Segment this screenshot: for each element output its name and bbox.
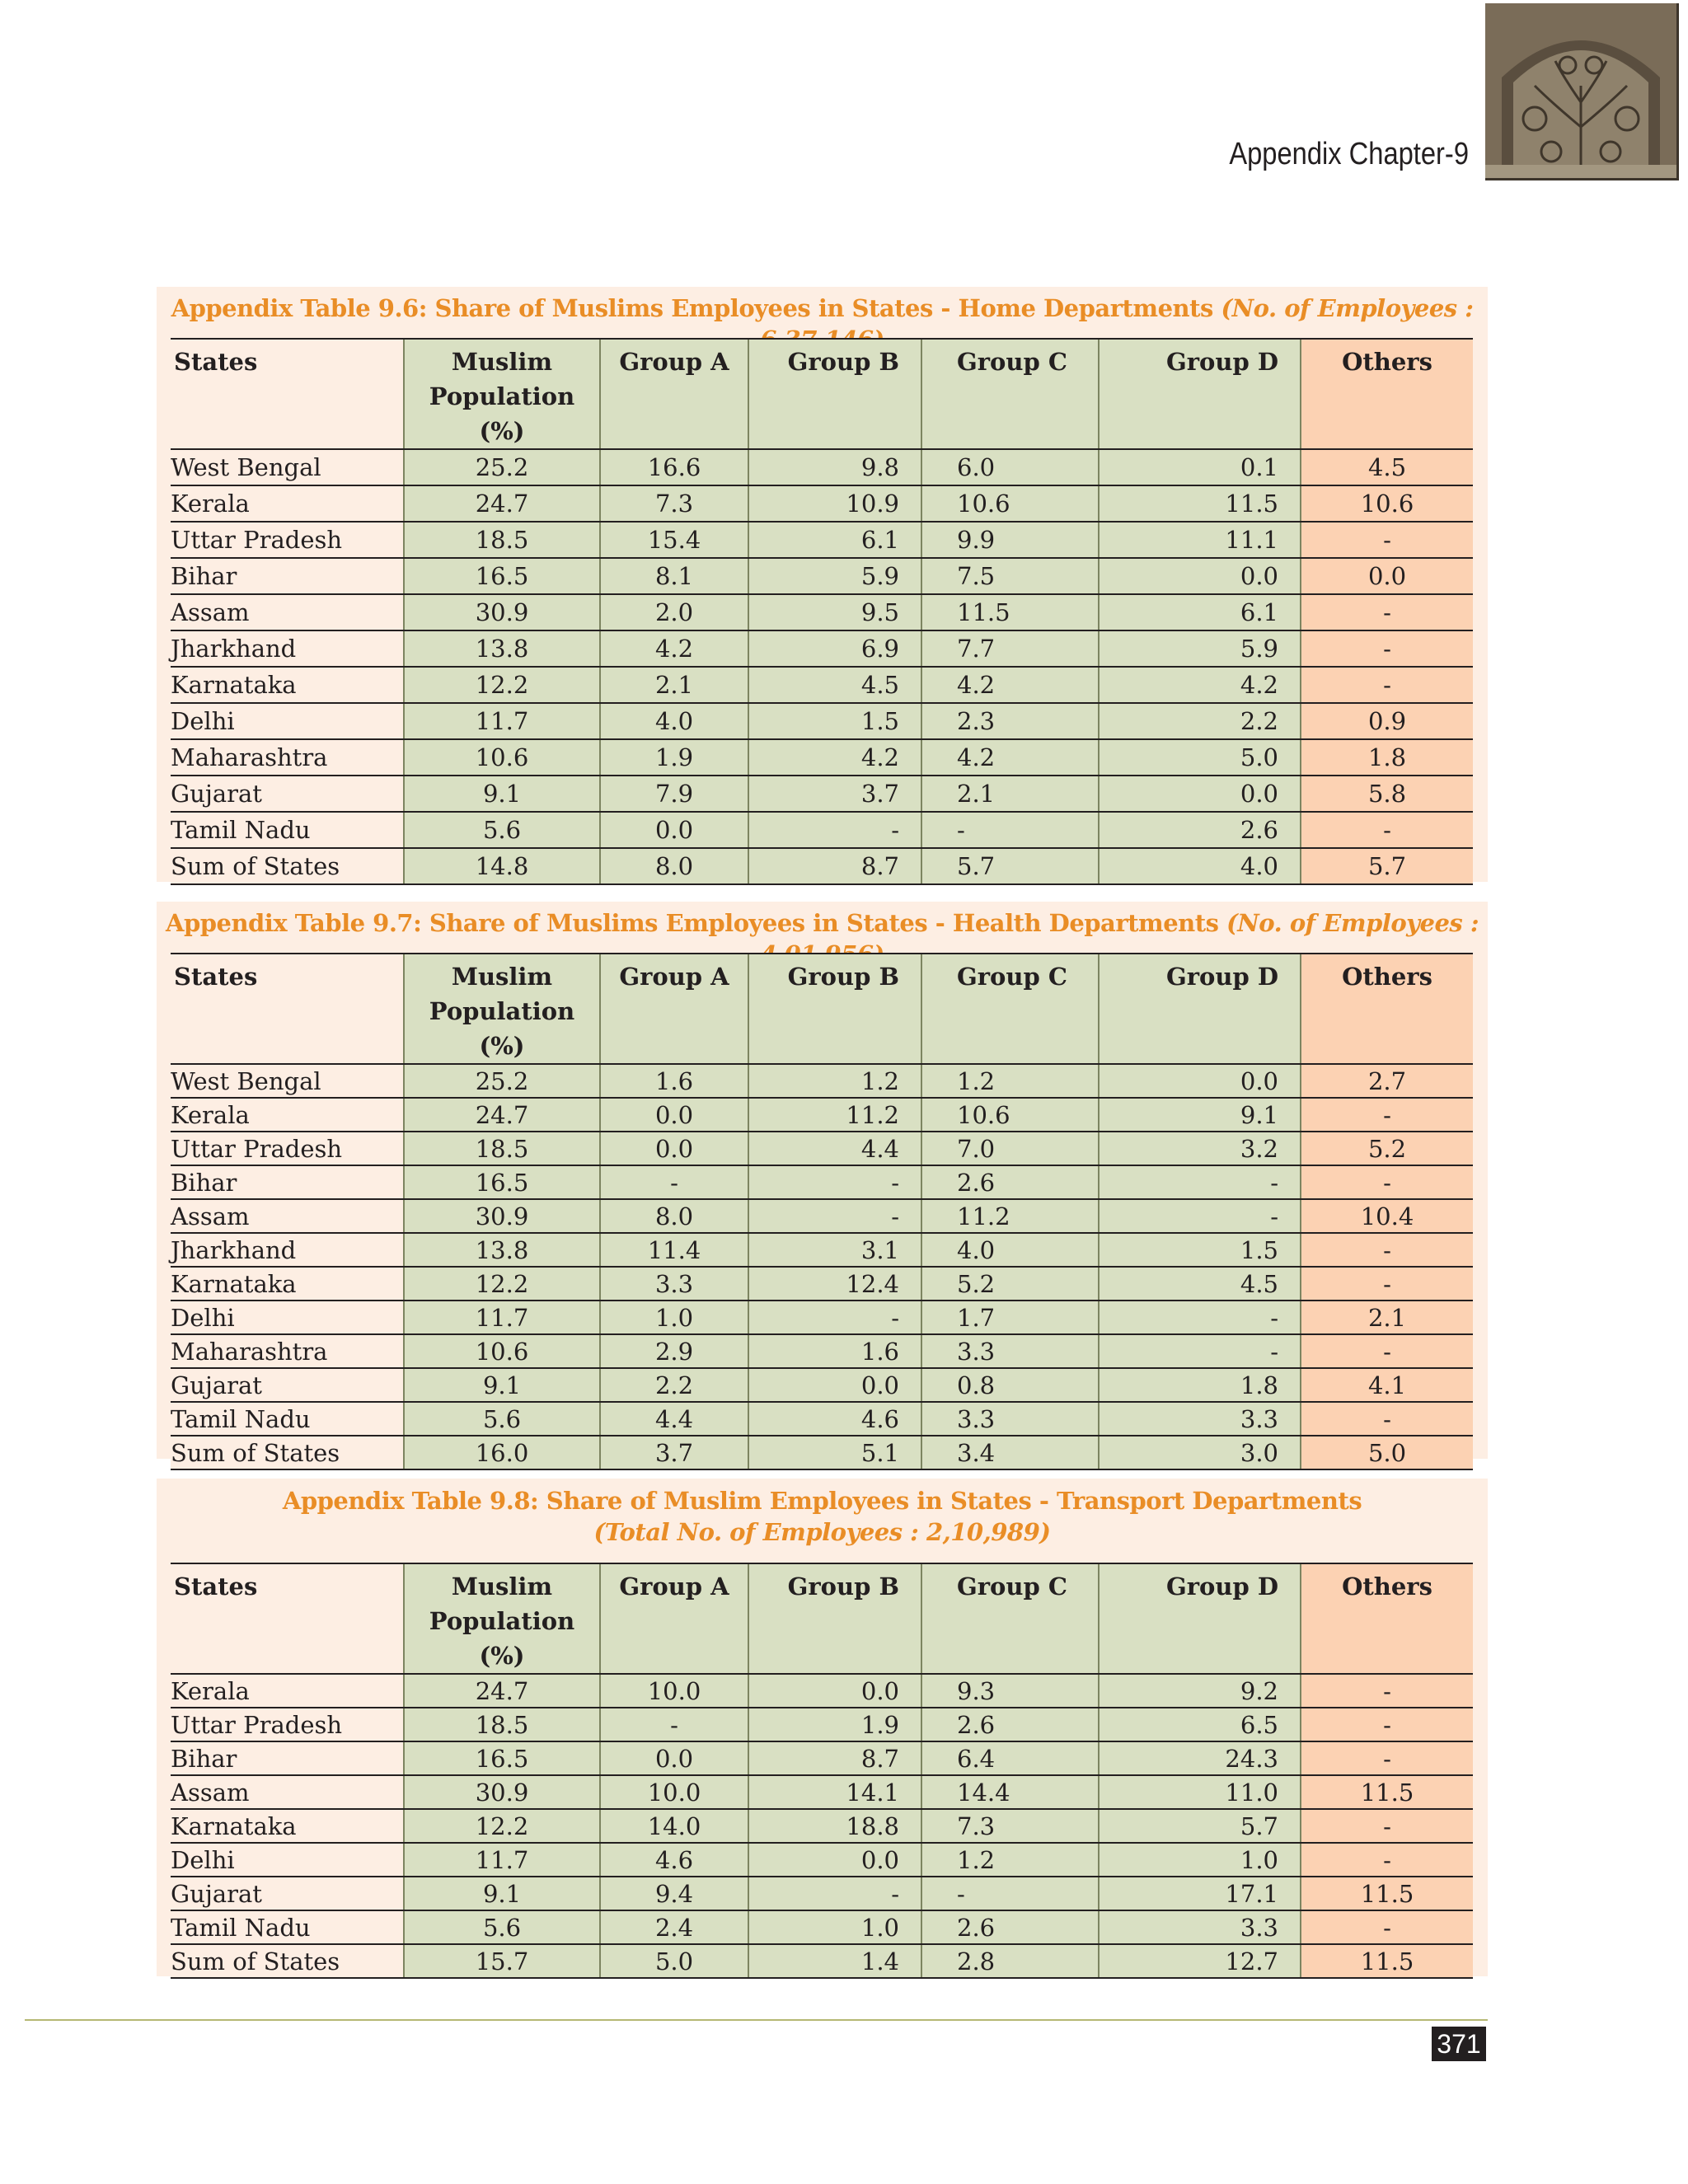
- value-cell: 6.1: [1099, 594, 1301, 630]
- state-name-cell: Uttar Pradesh: [171, 1132, 404, 1165]
- state-name-cell: Uttar Pradesh: [171, 522, 404, 558]
- table-row: [171, 703, 1473, 739]
- value-cell: 1.9: [600, 739, 748, 776]
- value-cell: 3.2: [1099, 1132, 1301, 1165]
- value-cell: -: [1301, 812, 1473, 848]
- value-cell: 4.2: [1099, 667, 1301, 703]
- value-cell: 1.4: [748, 1944, 921, 1978]
- value-cell: 2.6: [921, 1910, 1099, 1944]
- value-cell: -: [1099, 1165, 1301, 1199]
- state-name-cell: Tamil Nadu: [171, 812, 404, 848]
- value-cell: 1.0: [1099, 1843, 1301, 1877]
- value-cell: 11.1: [1099, 522, 1301, 558]
- value-cell: 8.0: [600, 848, 748, 884]
- table-row: [171, 630, 1473, 667]
- page-number: 371: [1432, 2027, 1486, 2061]
- value-cell: 2.1: [600, 667, 748, 703]
- value-cell: -: [1301, 1674, 1473, 1708]
- value-cell: 2.2: [600, 1368, 748, 1402]
- value-cell: 11.5: [1099, 485, 1301, 522]
- table-row: [171, 1402, 1473, 1436]
- column-header: States: [171, 954, 404, 1064]
- column-header: States: [171, 339, 404, 449]
- value-cell: 4.0: [921, 1233, 1099, 1267]
- value-cell: 4.0: [600, 703, 748, 739]
- state-name-cell: Assam: [171, 1199, 404, 1233]
- state-name-cell: Kerala: [171, 485, 404, 522]
- state-name-cell: Gujarat: [171, 1368, 404, 1402]
- value-cell: 5.7: [921, 848, 1099, 884]
- value-cell: 4.0: [1099, 848, 1301, 884]
- value-cell: 1.8: [1301, 739, 1473, 776]
- value-cell: 0.0: [600, 1132, 748, 1165]
- value-cell: 5.9: [748, 558, 921, 594]
- value-cell: 2.9: [600, 1334, 748, 1368]
- value-cell: 3.3: [1099, 1910, 1301, 1944]
- state-name-cell: Assam: [171, 594, 404, 630]
- table-row: [171, 1267, 1473, 1301]
- value-cell: 10.6: [1301, 485, 1473, 522]
- value-cell: 1.5: [748, 703, 921, 739]
- state-name-cell: Maharashtra: [171, 739, 404, 776]
- state-name-cell: Maharashtra: [171, 1334, 404, 1368]
- value-cell: 1.2: [921, 1843, 1099, 1877]
- value-cell: 2.4: [600, 1910, 748, 1944]
- state-name-cell: Delhi: [171, 1843, 404, 1877]
- value-cell: 5.6: [404, 1910, 600, 1944]
- value-cell: 3.3: [921, 1402, 1099, 1436]
- value-cell: 6.5: [1099, 1708, 1301, 1741]
- state-name-cell: Delhi: [171, 1301, 404, 1334]
- column-header: Group D: [1099, 1563, 1301, 1674]
- value-cell: 6.4: [921, 1741, 1099, 1775]
- value-cell: 2.8: [921, 1944, 1099, 1978]
- value-cell: 5.7: [1099, 1809, 1301, 1843]
- value-cell: 7.7: [921, 630, 1099, 667]
- column-header: Group B: [748, 1563, 921, 1674]
- value-cell: 30.9: [404, 594, 600, 630]
- value-cell: 0.0: [748, 1368, 921, 1402]
- value-cell: 4.2: [921, 739, 1099, 776]
- value-cell: 4.6: [600, 1843, 748, 1877]
- value-cell: -: [1301, 1741, 1473, 1775]
- table-row: [171, 776, 1473, 812]
- table-row: [171, 1165, 1473, 1199]
- table-row: [171, 558, 1473, 594]
- value-cell: 1.2: [748, 1064, 921, 1098]
- column-header: Group C: [921, 954, 1099, 1064]
- data-table-health: [171, 953, 1473, 1470]
- value-cell: 14.0: [600, 1809, 748, 1843]
- value-cell: 18.5: [404, 1708, 600, 1741]
- value-cell: -: [1301, 594, 1473, 630]
- state-name-cell: Sum of States: [171, 848, 404, 884]
- value-cell: 13.8: [404, 630, 600, 667]
- footer-divider: [25, 2019, 1488, 2021]
- value-cell: 18.8: [748, 1809, 921, 1843]
- table-row: [171, 449, 1473, 485]
- value-cell: 3.3: [1099, 1402, 1301, 1436]
- table-row: [171, 1775, 1473, 1809]
- value-cell: 18.5: [404, 522, 600, 558]
- value-cell: 4.4: [748, 1132, 921, 1165]
- value-cell: 3.3: [921, 1334, 1099, 1368]
- value-cell: 30.9: [404, 1775, 600, 1809]
- table-row: [171, 1334, 1473, 1368]
- column-header: Group B: [748, 954, 921, 1064]
- value-cell: -: [921, 1877, 1099, 1910]
- column-header: Muslim Population (%): [404, 954, 600, 1064]
- table-title: Appendix Table 9.6: Share of Muslims Employees in States - Home Departments (No. of Employees :: [171, 294, 1474, 322]
- value-cell: 17.1: [1099, 1877, 1301, 1910]
- value-cell: 2.1: [921, 776, 1099, 812]
- value-cell: 6.9: [748, 630, 921, 667]
- state-name-cell: Karnataka: [171, 1809, 404, 1843]
- value-cell: 25.2: [404, 1064, 600, 1098]
- value-cell: 11.2: [921, 1199, 1099, 1233]
- value-cell: 3.7: [748, 776, 921, 812]
- value-cell: 10.6: [404, 739, 600, 776]
- state-name-cell: Bihar: [171, 1165, 404, 1199]
- value-cell: 0.0: [1099, 1064, 1301, 1098]
- value-cell: -: [600, 1708, 748, 1741]
- value-cell: 6.0: [921, 449, 1099, 485]
- column-header: Others: [1301, 954, 1473, 1064]
- value-cell: 9.3: [921, 1674, 1099, 1708]
- value-cell: 24.7: [404, 1674, 600, 1708]
- value-cell: 1.7: [921, 1301, 1099, 1334]
- value-cell: -: [1301, 1910, 1473, 1944]
- value-cell: 0.0: [600, 1741, 748, 1775]
- state-name-cell: Karnataka: [171, 1267, 404, 1301]
- table-title: Appendix Table 9.7: Share of Muslims Employees in States - Health Departments (No. of Employees :: [165, 909, 1479, 937]
- value-cell: -: [748, 812, 921, 848]
- value-cell: 0.9: [1301, 703, 1473, 739]
- state-name-cell: Tamil Nadu: [171, 1402, 404, 1436]
- table-panel-health: [157, 902, 1488, 1467]
- value-cell: -: [748, 1877, 921, 1910]
- value-cell: 10.6: [404, 1334, 600, 1368]
- state-name-cell: Bihar: [171, 1741, 404, 1775]
- value-cell: 1.0: [748, 1910, 921, 1944]
- value-cell: 9.1: [404, 776, 600, 812]
- value-cell: 5.0: [1301, 1436, 1473, 1469]
- value-cell: -: [1301, 1165, 1473, 1199]
- table-row: [171, 1368, 1473, 1402]
- value-cell: 11.7: [404, 1301, 600, 1334]
- table-row: [171, 848, 1473, 884]
- value-cell: 5.2: [1301, 1132, 1473, 1165]
- value-cell: 25.2: [404, 449, 600, 485]
- value-cell: 3.0: [1099, 1436, 1301, 1469]
- table-row: [171, 1199, 1473, 1233]
- value-cell: 0.0: [600, 812, 748, 848]
- value-cell: 14.8: [404, 848, 600, 884]
- value-cell: 7.3: [921, 1809, 1099, 1843]
- column-header: Muslim Population (%): [404, 339, 600, 449]
- value-cell: 1.0: [600, 1301, 748, 1334]
- value-cell: 10.9: [748, 485, 921, 522]
- value-cell: 8.0: [600, 1199, 748, 1233]
- value-cell: 5.6: [404, 1402, 600, 1436]
- table-row: [171, 1741, 1473, 1775]
- table-row: [171, 1944, 1473, 1978]
- value-cell: 0.0: [748, 1843, 921, 1877]
- value-cell: 12.2: [404, 1809, 600, 1843]
- value-cell: 4.5: [748, 667, 921, 703]
- value-cell: 18.5: [404, 1132, 600, 1165]
- value-cell: 8.7: [748, 1741, 921, 1775]
- table-row: [171, 1301, 1473, 1334]
- value-cell: 9.2: [1099, 1674, 1301, 1708]
- state-name-cell: Bihar: [171, 558, 404, 594]
- value-cell: 9.1: [404, 1368, 600, 1402]
- value-cell: -: [1301, 1843, 1473, 1877]
- column-header: Group A: [600, 954, 748, 1064]
- value-cell: 4.5: [1099, 1267, 1301, 1301]
- value-cell: -: [1301, 1267, 1473, 1301]
- table-row: [171, 1809, 1473, 1843]
- value-cell: 0.0: [600, 1098, 748, 1132]
- state-name-cell: Jharkhand: [171, 1233, 404, 1267]
- value-cell: 4.5: [1301, 449, 1473, 485]
- value-cell: 3.7: [600, 1436, 748, 1469]
- value-cell: -: [921, 812, 1099, 848]
- value-cell: 14.1: [748, 1775, 921, 1809]
- value-cell: 9.4: [600, 1877, 748, 1910]
- value-cell: 2.2: [1099, 703, 1301, 739]
- value-cell: 15.7: [404, 1944, 600, 1978]
- value-cell: -: [1099, 1301, 1301, 1334]
- value-cell: 16.5: [404, 558, 600, 594]
- value-cell: -: [1099, 1334, 1301, 1368]
- value-cell: 9.5: [748, 594, 921, 630]
- table-row: [171, 1233, 1473, 1267]
- value-cell: 4.1: [1301, 1368, 1473, 1402]
- value-cell: 11.5: [1301, 1877, 1473, 1910]
- value-cell: 11.7: [404, 1843, 600, 1877]
- value-cell: 2.0: [600, 594, 748, 630]
- value-cell: 13.8: [404, 1233, 600, 1267]
- value-cell: 15.4: [600, 522, 748, 558]
- state-name-cell: Sum of States: [171, 1436, 404, 1469]
- table-row: [171, 1674, 1473, 1708]
- table-row: [171, 1064, 1473, 1098]
- value-cell: 5.0: [1099, 739, 1301, 776]
- table-row: [171, 1436, 1473, 1469]
- state-name-cell: Uttar Pradesh: [171, 1708, 404, 1741]
- data-table-home: [171, 338, 1473, 885]
- value-cell: 5.2: [921, 1267, 1099, 1301]
- value-cell: 1.8: [1099, 1368, 1301, 1402]
- state-name-cell: Kerala: [171, 1098, 404, 1132]
- state-name-cell: Delhi: [171, 703, 404, 739]
- value-cell: 5.8: [1301, 776, 1473, 812]
- value-cell: 3.3: [600, 1267, 748, 1301]
- table-row: [171, 1843, 1473, 1877]
- value-cell: 3.4: [921, 1436, 1099, 1469]
- value-cell: 4.4: [600, 1402, 748, 1436]
- value-cell: 1.2: [921, 1064, 1099, 1098]
- value-cell: 10.6: [921, 485, 1099, 522]
- column-header: Group A: [600, 1563, 748, 1674]
- state-name-cell: West Bengal: [171, 1064, 404, 1098]
- value-cell: 6.1: [748, 522, 921, 558]
- value-cell: 2.6: [921, 1708, 1099, 1741]
- value-cell: 7.5: [921, 558, 1099, 594]
- value-cell: 11.0: [1099, 1775, 1301, 1809]
- value-cell: -: [1301, 630, 1473, 667]
- value-cell: -: [1301, 1334, 1473, 1368]
- table-row: [171, 739, 1473, 776]
- state-name-cell: Assam: [171, 1775, 404, 1809]
- value-cell: 5.6: [404, 812, 600, 848]
- table-title: Appendix Table 9.8: Share of Muslim Employees in States - Transport Departments (Total No. of Employees : 2,10,989): [282, 1487, 1362, 1546]
- value-cell: 11.4: [600, 1233, 748, 1267]
- value-cell: 9.1: [1099, 1098, 1301, 1132]
- state-name-cell: West Bengal: [171, 449, 404, 485]
- state-name-cell: Kerala: [171, 1674, 404, 1708]
- value-cell: 10.6: [921, 1098, 1099, 1132]
- value-cell: 4.6: [748, 1402, 921, 1436]
- value-cell: 11.5: [1301, 1775, 1473, 1809]
- value-cell: 24.7: [404, 1098, 600, 1132]
- value-cell: 5.0: [600, 1944, 748, 1978]
- table-panel-transport: [157, 1479, 1488, 1976]
- value-cell: 11.7: [404, 703, 600, 739]
- table-row: [171, 812, 1473, 848]
- value-cell: -: [1301, 667, 1473, 703]
- state-name-cell: Gujarat: [171, 1877, 404, 1910]
- column-header: Group A: [600, 339, 748, 449]
- table-row: [171, 485, 1473, 522]
- value-cell: 1.9: [748, 1708, 921, 1741]
- value-cell: 2.6: [921, 1165, 1099, 1199]
- value-cell: 5.1: [748, 1436, 921, 1469]
- value-cell: 8.1: [600, 558, 748, 594]
- value-cell: 0.0: [1301, 558, 1473, 594]
- value-cell: -: [1301, 1809, 1473, 1843]
- value-cell: 4.2: [921, 667, 1099, 703]
- table-row: [171, 667, 1473, 703]
- value-cell: 7.9: [600, 776, 748, 812]
- table-row: [171, 1098, 1473, 1132]
- column-header: Group B: [748, 339, 921, 449]
- carved-stone-window-photo: [1485, 3, 1679, 180]
- table-row: [171, 1708, 1473, 1741]
- table-row: [171, 1910, 1473, 1944]
- value-cell: 5.9: [1099, 630, 1301, 667]
- table-row: [171, 1877, 1473, 1910]
- state-name-cell: Sum of States: [171, 1944, 404, 1978]
- value-cell: 11.5: [921, 594, 1099, 630]
- column-header: Group D: [1099, 339, 1301, 449]
- value-cell: 3.1: [748, 1233, 921, 1267]
- running-header: Appendix Chapter-9: [1229, 137, 1469, 171]
- value-cell: 12.2: [404, 1267, 600, 1301]
- value-cell: -: [748, 1301, 921, 1334]
- value-cell: 1.6: [748, 1334, 921, 1368]
- value-cell: 12.4: [748, 1267, 921, 1301]
- data-table-transport: [171, 1563, 1473, 1979]
- table-panel-home: [157, 287, 1488, 882]
- column-header: States: [171, 1563, 404, 1674]
- column-header: Others: [1301, 1563, 1473, 1674]
- value-cell: 4.2: [600, 630, 748, 667]
- column-header: Group C: [921, 1563, 1099, 1674]
- value-cell: 4.2: [748, 739, 921, 776]
- value-cell: 9.1: [404, 1877, 600, 1910]
- value-cell: 0.8: [921, 1368, 1099, 1402]
- value-cell: 5.7: [1301, 848, 1473, 884]
- value-cell: 16.5: [404, 1741, 600, 1775]
- value-cell: 10.0: [600, 1775, 748, 1809]
- table-row: [171, 594, 1473, 630]
- value-cell: 16.0: [404, 1436, 600, 1469]
- value-cell: 10.0: [600, 1674, 748, 1708]
- value-cell: -: [1301, 1402, 1473, 1436]
- value-cell: 7.3: [600, 485, 748, 522]
- value-cell: 24.3: [1099, 1741, 1301, 1775]
- value-cell: 16.5: [404, 1165, 600, 1199]
- value-cell: 8.7: [748, 848, 921, 884]
- value-cell: 0.0: [1099, 558, 1301, 594]
- column-header: Muslim Population (%): [404, 1563, 600, 1674]
- value-cell: 24.7: [404, 485, 600, 522]
- state-name-cell: Jharkhand: [171, 630, 404, 667]
- value-cell: 2.7: [1301, 1064, 1473, 1098]
- value-cell: 1.5: [1099, 1233, 1301, 1267]
- value-cell: 30.9: [404, 1199, 600, 1233]
- value-cell: -: [1301, 1233, 1473, 1267]
- value-cell: -: [1301, 1098, 1473, 1132]
- state-name-cell: Karnataka: [171, 667, 404, 703]
- value-cell: 11.5: [1301, 1944, 1473, 1978]
- value-cell: -: [748, 1165, 921, 1199]
- column-header: Group C: [921, 339, 1099, 449]
- value-cell: 1.6: [600, 1064, 748, 1098]
- value-cell: 0.1: [1099, 449, 1301, 485]
- column-header: Others: [1301, 339, 1473, 449]
- value-cell: 12.7: [1099, 1944, 1301, 1978]
- value-cell: 7.0: [921, 1132, 1099, 1165]
- value-cell: -: [1301, 1708, 1473, 1741]
- value-cell: 0.0: [748, 1674, 921, 1708]
- table-row: [171, 1132, 1473, 1165]
- value-cell: 2.3: [921, 703, 1099, 739]
- state-name-cell: Tamil Nadu: [171, 1910, 404, 1944]
- value-cell: -: [600, 1165, 748, 1199]
- value-cell: -: [748, 1199, 921, 1233]
- column-header: Group D: [1099, 954, 1301, 1064]
- value-cell: 12.2: [404, 667, 600, 703]
- value-cell: 9.8: [748, 449, 921, 485]
- value-cell: -: [1301, 522, 1473, 558]
- value-cell: 2.1: [1301, 1301, 1473, 1334]
- state-name-cell: Gujarat: [171, 776, 404, 812]
- value-cell: 11.2: [748, 1098, 921, 1132]
- value-cell: 10.4: [1301, 1199, 1473, 1233]
- table-row: [171, 522, 1473, 558]
- value-cell: 14.4: [921, 1775, 1099, 1809]
- value-cell: 9.9: [921, 522, 1099, 558]
- value-cell: -: [1099, 1199, 1301, 1233]
- value-cell: 0.0: [1099, 776, 1301, 812]
- value-cell: 2.6: [1099, 812, 1301, 848]
- value-cell: 16.6: [600, 449, 748, 485]
